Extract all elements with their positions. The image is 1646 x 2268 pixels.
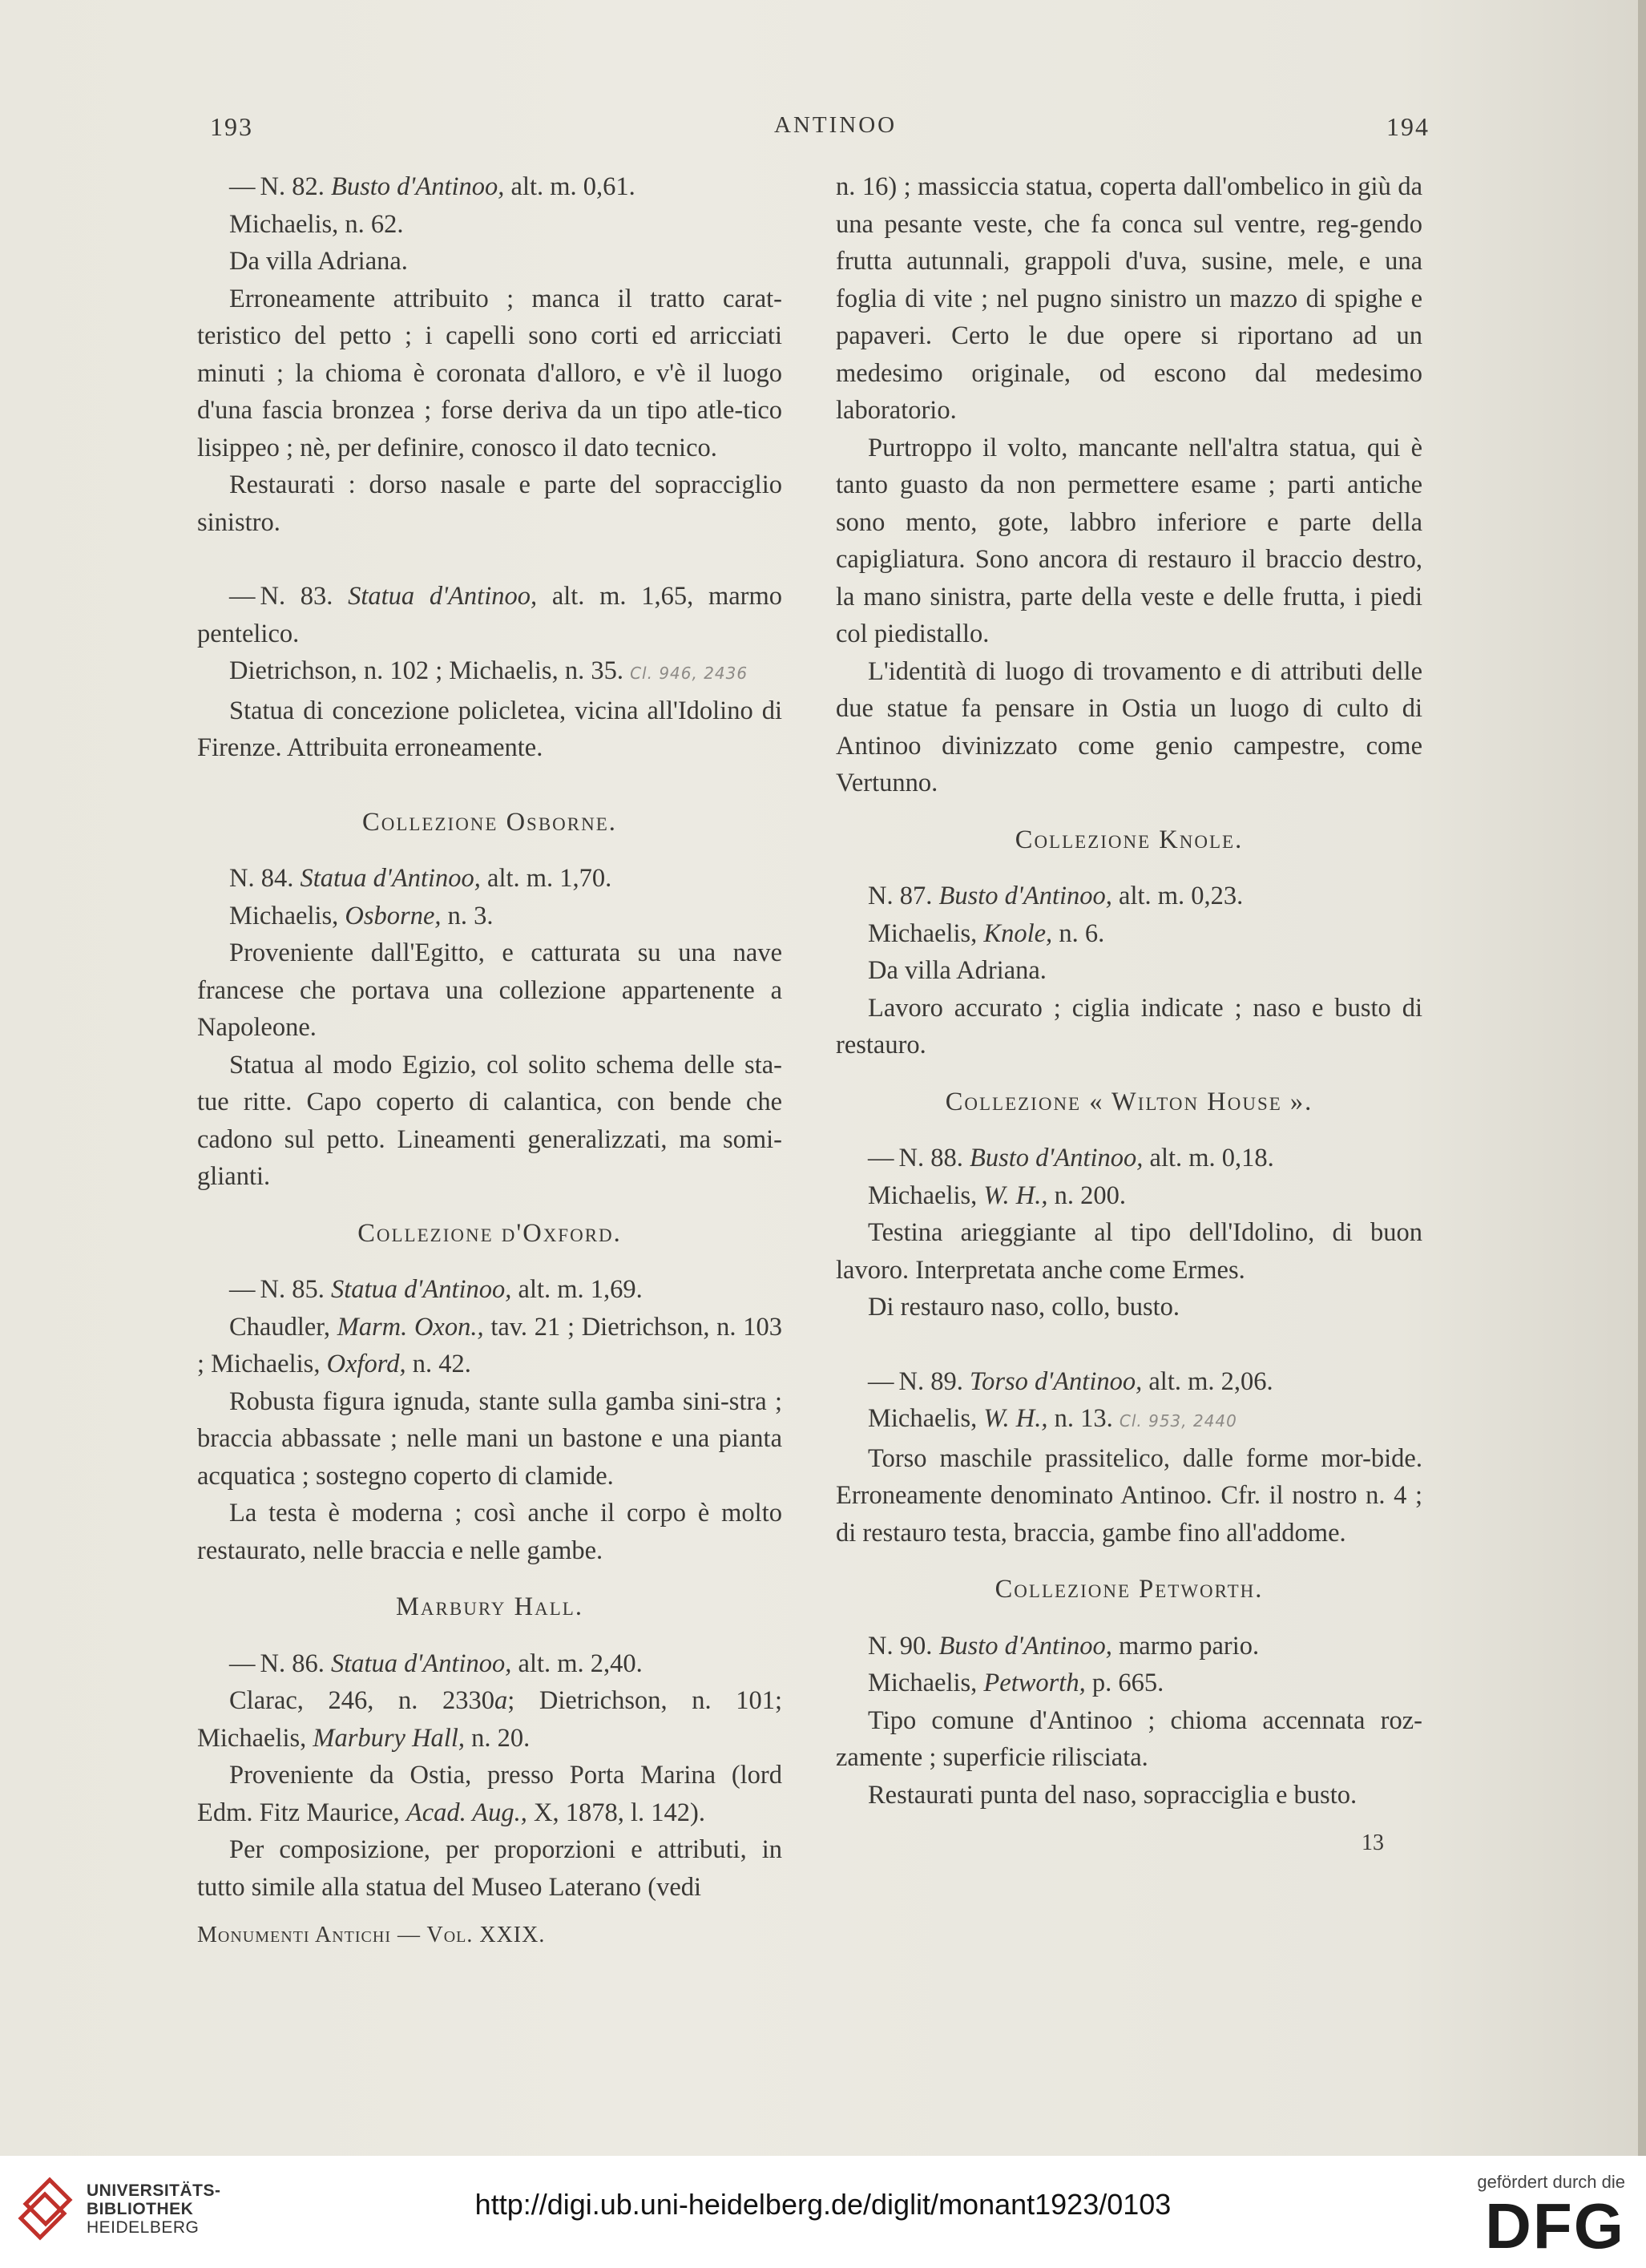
handwritten-note: Cl. 953, 2440	[1119, 1411, 1237, 1431]
entry-87-ref: Michaelis, Knole, n. 6.	[868, 918, 1105, 948]
entry-86-provenance: Proveniente da Ostia, presso Porta Marina (lord Edm. Fitz Maurice, Acad. Aug., X, 1878, l. 142).	[197, 1761, 782, 1827]
running-title: ANTINOO	[774, 112, 898, 138]
entry-85-text: Robusta figura ignuda, stante sulla gamba sini-stra ; braccia abbassate ; nelle mani un bastone e una pianta acquatica ; sostegno coperto di clamide.	[197, 1386, 782, 1491]
entry-90-text: Tipo comune d'Antinoo ; chioma accennata roz-zamente ; superficie rilisciata.	[836, 1705, 1422, 1772]
library-name: UNIVERSITÄTS- BIBLIOTHEK HEIDELBERG	[87, 2181, 221, 2237]
continuation-text: n. 16) ; massiccia statua, coperta dall'ombelico in giù da una pesante veste, che fa conca sul ventre, reg-gendo frutta autunnali, grappoli d'uva, susine, mele, e una foglia di vite ; nel pugno sinistro un mazzo di spighe e papaveri. Certo le due opere si riportano ad un medesimo originale, od escono dal medesimo laboratorio.	[836, 172, 1422, 425]
continuation-restoration: Purtroppo il volto, mancante nell'altra statua, qui è tanto guasto da non permettere esame ; parti antiche sono mento, gote, labbro inferiore e parte della capigliatura. Sono ancora di restauro il braccio destro, la mano sinistra, parte della veste e delle frutta, i piedi col piedistallo.	[836, 433, 1422, 648]
entry-83-text: Statua di concezione policletea, vicina all'Idolino di Firenze. Attribuita erroneamente.	[197, 696, 782, 762]
entry-89-ref: Michaelis, W. H., n. 13. Cl. 953, 2440	[868, 1404, 1237, 1433]
entry-84-text: Statua al modo Egizio, col solito schema delle sta-tue ritte. Capo coperto di calantica, con bende che cadono sul petto. Lineamenti generalizzati, ma somi-glianti.	[197, 1050, 782, 1191]
entry-84-heading: N. 84. Statua d'Antinoo, alt. m. 1,70.	[229, 864, 612, 893]
section-heading-wilton: Collezione « Wilton House ».	[945, 1087, 1313, 1116]
entry-89-text: Torso maschile prassitelico, dalle forme mor-bide. Erroneamente denominato Antinoo. Cfr. il nostro n. 4 ; di restauro testa, braccia, gambe fino all'addome.	[836, 1443, 1422, 1548]
page-number-left: 193	[210, 112, 253, 141]
footer-journal: Monumenti Antichi — Vol. XXIX.	[197, 1923, 546, 1947]
entry-83-ref: Dietrichson, n. 102 ; Michaelis, n. 35. Cl. 946, 2436	[229, 656, 748, 685]
handwritten-note: Cl. 946, 2436	[630, 664, 748, 683]
section-heading-marbury: Marbury Hall.	[396, 1592, 583, 1621]
right-column	[836, 168, 1422, 1862]
entry-89-heading: — N. 89. Torso d'Antinoo, alt. m. 2,06.	[868, 1366, 1273, 1396]
entry-88-ref: Michaelis, W. H., n. 200.	[868, 1180, 1126, 1210]
entry-90-ref: Michaelis, Petworth, p. 665.	[868, 1669, 1164, 1697]
entry-82-text: Erroneamente attribuito ; manca il tratto carat-teristico del petto ; i capelli sono corti ed arricciati minuti ; la chioma è coronata d'alloro, e v'è il luogo d'una fascia bronzea ; forse deriva da un tipo atle-tico lisippeo ; nè, per definire, conosco il dato tecnico.	[197, 284, 782, 462]
continuation-interpretation: L'identità di luogo di trovamento e di attributi delle due statue fa pensare in Ostia un luogo di culto di Antinoo divinizzato come genio campestre, come Vertunno.	[836, 656, 1422, 797]
entry-85-ref: Chaudler, Marm. Oxon., tav. 21 ; Dietrichson, n. 103 ; Michaelis, Oxford, n. 42.	[197, 1312, 783, 1378]
entry-83-heading: — N. 83. Statua d'Antinoo, alt. m. 1,65, marmo pentelico.	[197, 582, 782, 648]
page-number-right: 194	[1386, 112, 1430, 141]
entry-86-heading: — N. 86. Statua d'Antinoo, alt. m. 2,40.	[229, 1649, 643, 1678]
dfg-logo: DFG	[1485, 2190, 1625, 2262]
entry-88-heading: — N. 88. Busto d'Antinoo, alt. m. 0,18.	[868, 1144, 1274, 1172]
entry-85-heading: — N. 85. Statua d'Antinoo, alt. m. 1,69.	[229, 1275, 643, 1304]
entry-88-text: Testina arieggiante al tipo dell'Idolino, di buon lavoro. Interpretata anche come Ermes.	[836, 1218, 1422, 1285]
entry-84-provenance: Proveniente dall'Egitto, e catturata su una nave francese che portava una collezione appartenente a Napoleone.	[197, 938, 782, 1042]
funder-caption: gefördert durch die	[1477, 2172, 1625, 2192]
section-heading-knole: Collezione Knole.	[1015, 825, 1244, 854]
section-heading-petworth: Collezione Petworth.	[994, 1575, 1264, 1604]
entry-86-text: Per composizione, per proporzioni e attributi, in tutto simile alla statua del Museo Laterano (vedi	[197, 1835, 782, 1902]
entry-82-provenance: Da villa Adriana.	[229, 247, 408, 276]
section-heading-oxford: Collezione d'Oxford.	[357, 1218, 622, 1248]
entry-87-text: Lavoro accurato ; ciglia indicate ; naso e busto di restauro.	[836, 993, 1422, 1059]
entry-90-restoration: Restaurati punta del naso, sopracciglia e busto.	[868, 1780, 1358, 1810]
entry-87-provenance: Da villa Adriana.	[868, 956, 1047, 985]
entry-82-heading: — N. 82. Busto d'Antinoo, alt. m. 0,61.	[229, 172, 635, 201]
entry-90-heading: N. 90. Busto d'Antinoo, marmo pario.	[868, 1631, 1260, 1661]
left-column	[197, 168, 782, 1955]
source-url-link[interactable]: http://digi.ub.uni-heidelberg.de/diglit/monant1923/0103	[474, 2188, 1172, 2221]
entry-85-restoration: La testa è moderna ; così anche il corpo è molto restaurato, nelle braccia e nelle gambe.	[197, 1499, 782, 1565]
entry-84-ref: Michaelis, Osborne, n. 3.	[229, 901, 494, 930]
section-heading-osborne: Collezione Osborne.	[362, 807, 617, 837]
entry-87-heading: N. 87. Busto d'Antinoo, alt. m. 0,23.	[868, 882, 1244, 910]
signature-mark: 13	[1362, 1830, 1384, 1855]
entry-86-ref: Clarac, 246, n. 2330a; Dietrichson, n. 101; Michaelis, Marbury Hall, n. 20.	[197, 1686, 782, 1753]
entry-82-restoration: Restaurati : dorso nasale e parte del sopracciglio sinistro.	[197, 470, 782, 537]
entry-88-restoration: Di restauro naso, collo, busto.	[868, 1293, 1180, 1322]
entry-82-ref: Michaelis, n. 62.	[229, 209, 404, 239]
page-edge	[1638, 0, 1646, 2156]
